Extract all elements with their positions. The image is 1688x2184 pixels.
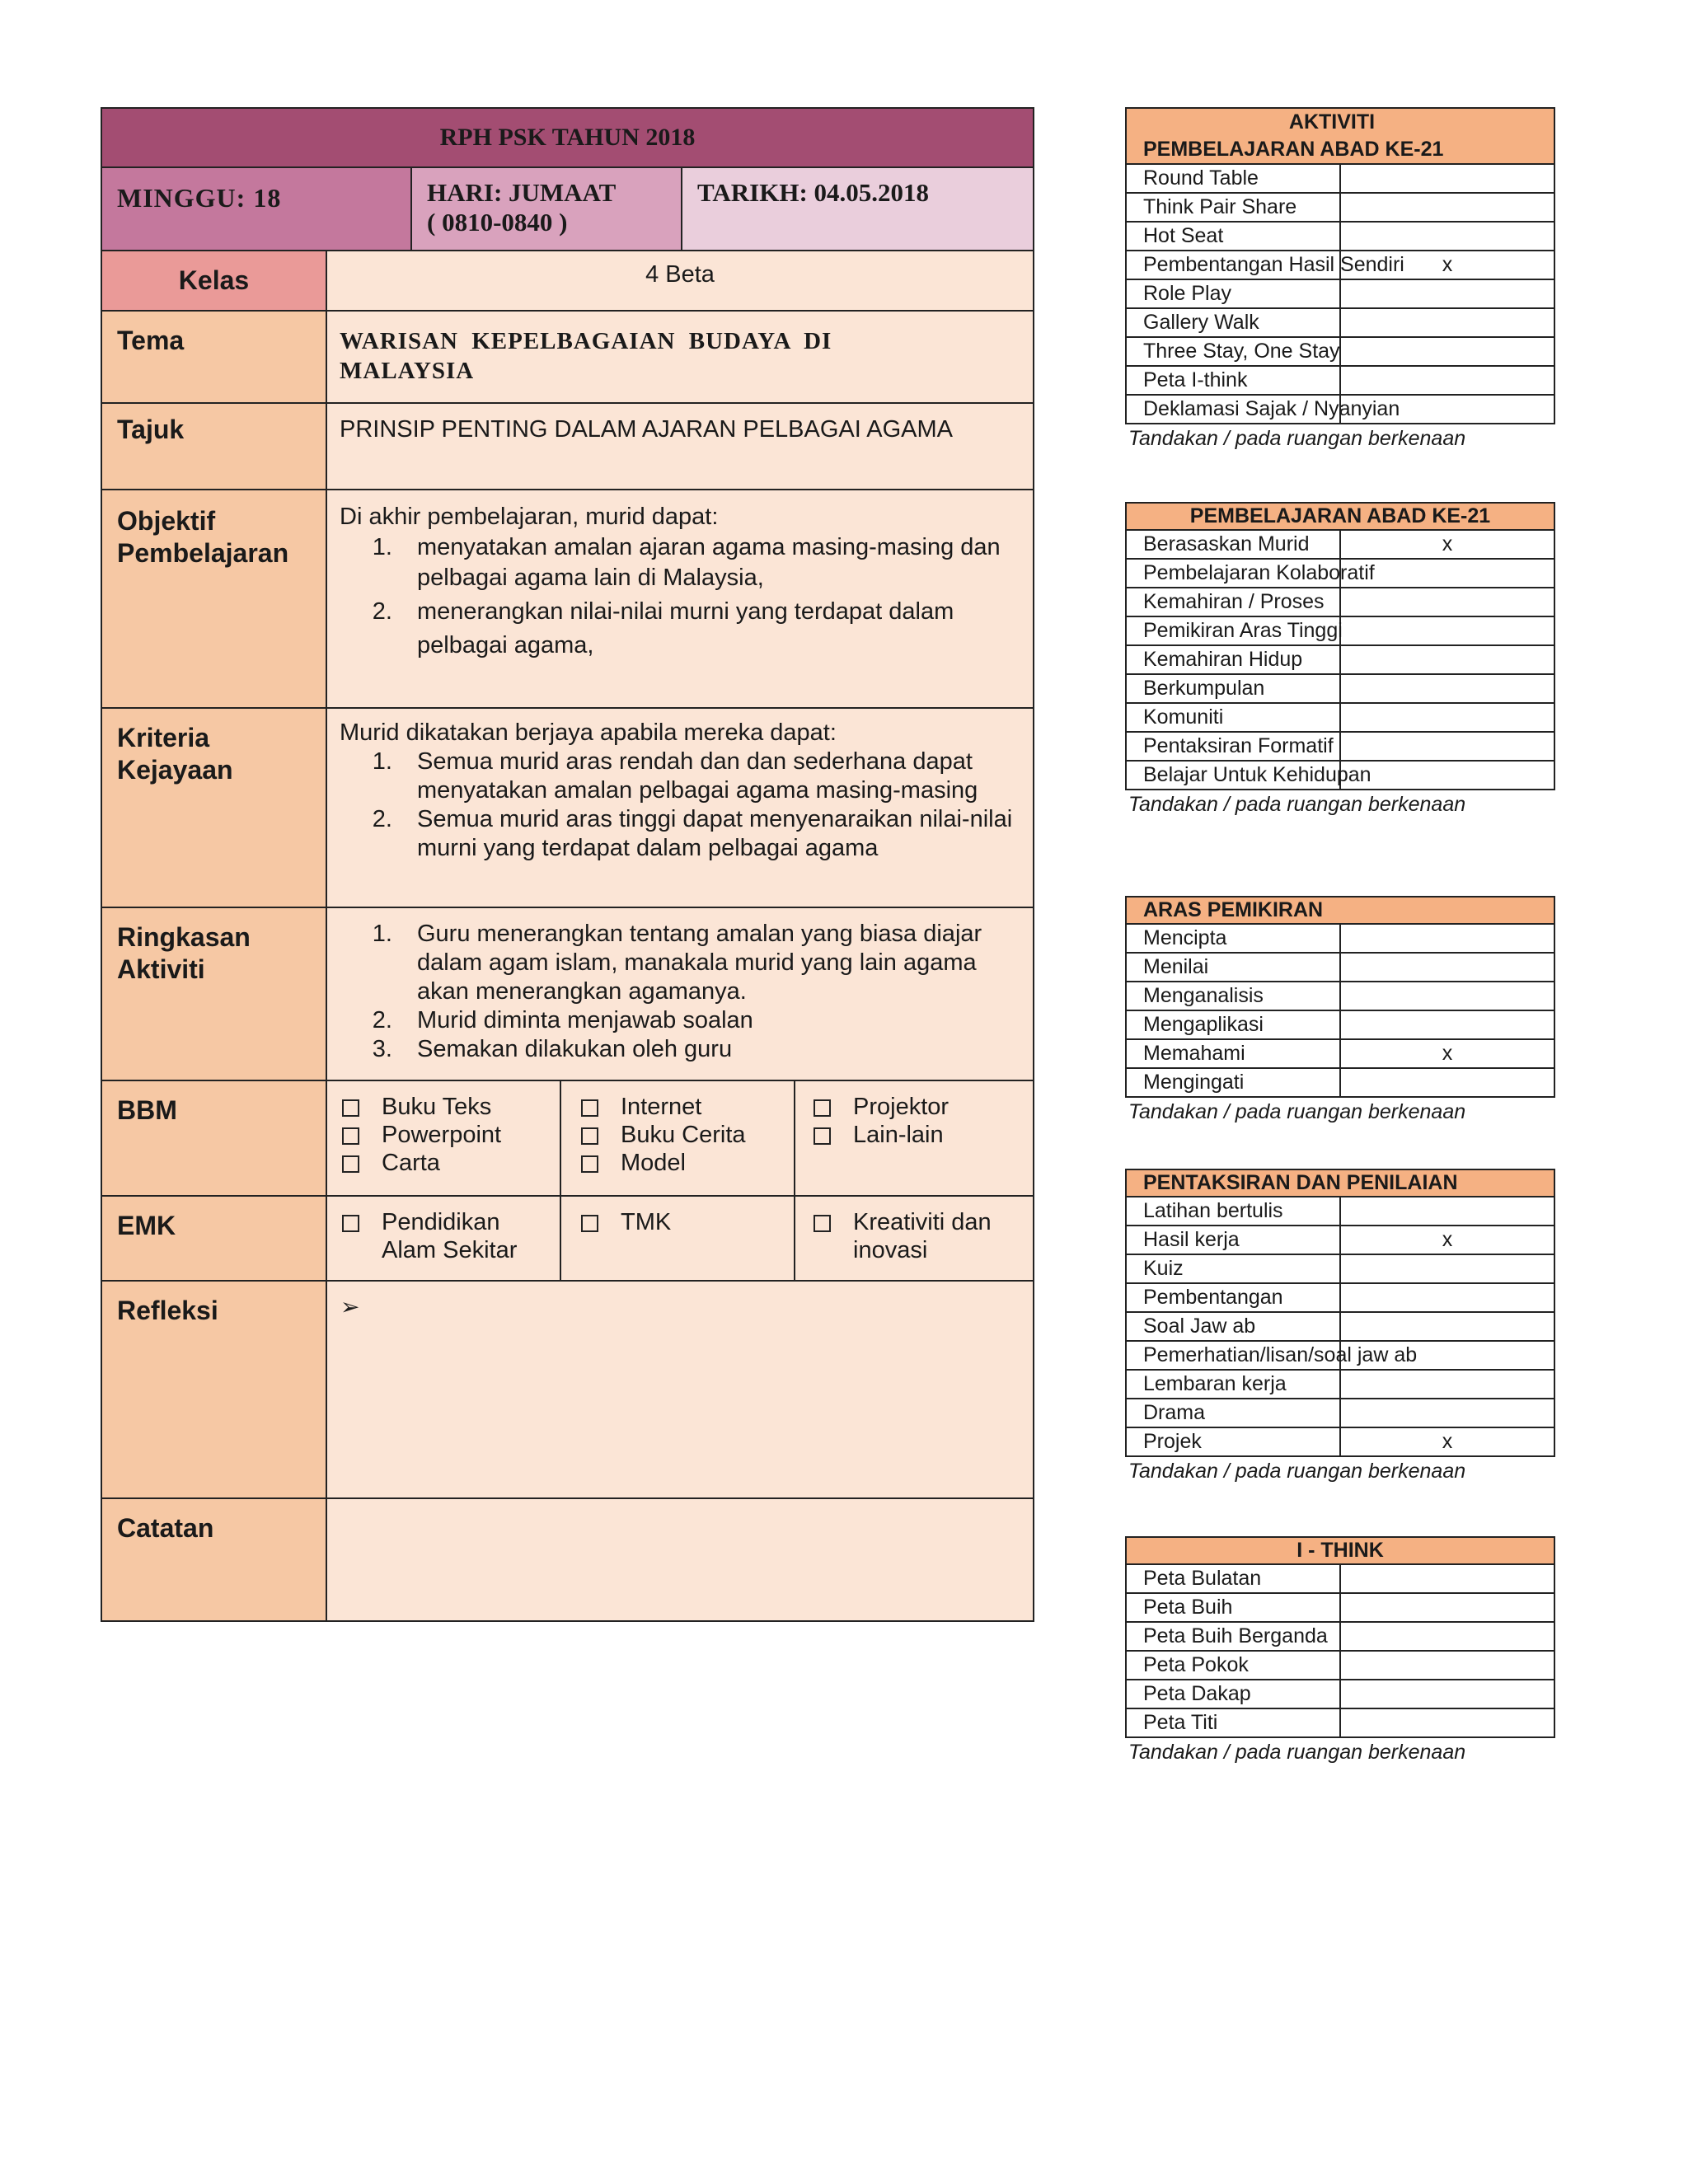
emk-label-cell: [101, 1196, 326, 1281]
aktiviti-panel: [1125, 107, 1555, 451]
checklist-label: Latihan bertulis: [1126, 1197, 1340, 1226]
checkbox[interactable]: [342, 1155, 359, 1173]
ringkasan-value-cell: [326, 907, 1034, 1080]
checklist-row: [1126, 1197, 1554, 1226]
refleksi-value-cell[interactable]: [326, 1281, 1034, 1498]
emk-option-line: Alam Sekitar: [382, 1237, 518, 1263]
checkbox[interactable]: [581, 1215, 598, 1232]
checklist-mark-box[interactable]: [1340, 982, 1554, 1010]
checklist-label: Soal Jaw ab: [1126, 1312, 1340, 1341]
ithink-header: I - THINK: [1126, 1537, 1554, 1564]
pentaksiran-table: [1125, 1169, 1555, 1457]
ringkasan-label-line-1: Ringkasan: [117, 922, 251, 952]
checklist-mark-box[interactable]: x: [1340, 251, 1554, 279]
aras-table: [1125, 896, 1555, 1098]
checklist-mark-box[interactable]: [1340, 1197, 1554, 1226]
checklist-row: [1126, 1226, 1554, 1254]
checklist-label: Berkumpulan: [1126, 674, 1340, 703]
checklist-label: Peta I-think: [1126, 366, 1340, 395]
list-item: 2. Semua murid aras tinggi dapat menyenaraikan nilai-nilai murni yang terdapat dalam pelbagai agama: [399, 805, 1025, 863]
catatan-label-cell: [101, 1498, 326, 1621]
objektif-label: [102, 490, 326, 569]
list-item: 2. menerangkan nilai-nilai murni yang terdapat dalam pelbagai agama,: [399, 595, 1025, 663]
list-item: 1. Guru menerangkan tentang amalan yang biasa diajar dalam agam islam, manakala murid yang lain agama akan menerangkan agamanya.: [399, 920, 1025, 1006]
emk-option: [382, 1208, 517, 1264]
checklist-mark-box[interactable]: x: [1340, 1039, 1554, 1068]
abad-header: PEMBELAJARAN ABAD KE-21: [1126, 503, 1554, 530]
emk-option-line: Kreativiti dan: [853, 1209, 992, 1235]
checklist-label: Pemerhatian/lisan/soal jaw ab: [1126, 1341, 1340, 1370]
checklist-mark-box[interactable]: [1340, 1651, 1554, 1680]
checklist-label: Pembelajaran Kolaboratif: [1126, 559, 1340, 588]
note: Tandakan / pada ruangan berkenaan: [1128, 1100, 1466, 1123]
pentaksiran-header: PENTAKSIRAN DAN PENILAIAN: [1126, 1169, 1554, 1197]
emk-label: EMK: [117, 1211, 176, 1240]
checklist-label: Gallery Walk: [1126, 308, 1340, 337]
checklist-row: [1126, 645, 1554, 674]
kriteria-label-cell: [101, 708, 326, 907]
checklist-mark-box[interactable]: [1340, 924, 1554, 953]
checklist-label: Pembentangan Hasil Sendiri: [1126, 251, 1340, 279]
checklist-row: [1126, 1312, 1554, 1341]
tajuk-label-cell: [101, 403, 326, 490]
bbm-option: Carta: [382, 1150, 440, 1176]
kelas-value-cell: [326, 251, 1034, 311]
checklist-label: Menilai: [1126, 953, 1340, 982]
emk-option-line: inovasi: [853, 1237, 928, 1263]
catatan-value-cell[interactable]: [326, 1498, 1034, 1621]
checklist-mark-box[interactable]: [1340, 674, 1554, 703]
checklist-mark-box[interactable]: [1340, 645, 1554, 674]
tema-line-2: MALAYSIA: [340, 358, 475, 384]
bbm-option: Internet: [621, 1094, 702, 1120]
emk-option-line: Pendidikan: [382, 1209, 500, 1235]
checklist-label: Role Play: [1126, 279, 1340, 308]
checklist-label: Peta Titi: [1126, 1708, 1340, 1737]
checklist-row: [1126, 1068, 1554, 1097]
checklist-row: [1126, 1593, 1554, 1622]
checklist-label: Think Pair Share: [1126, 193, 1340, 222]
checklist-label: Memahami: [1126, 1039, 1340, 1068]
note: Tandakan / pada ruangan berkenaan: [1128, 1741, 1466, 1764]
checklist-mark-box[interactable]: [1340, 616, 1554, 645]
checkbox[interactable]: [581, 1127, 598, 1145]
checklist-label: Peta Buih: [1126, 1593, 1340, 1622]
bbm-option: Powerpoint: [382, 1122, 502, 1148]
checklist-row: [1126, 1283, 1554, 1312]
aktiviti-table: [1125, 107, 1555, 424]
catatan-label: Catatan: [117, 1513, 214, 1543]
checklist-label: Kuiz: [1126, 1254, 1340, 1283]
checklist-row: [1126, 337, 1554, 366]
checklist-mark-box[interactable]: [1340, 1399, 1554, 1427]
kriteria-label-line-1: Kriteria: [117, 723, 210, 752]
checklist-row: [1126, 1564, 1554, 1593]
minggu-cell: [101, 167, 411, 251]
list-item: 2. Murid diminta menjawab soalan: [399, 1006, 1025, 1035]
checklist-row: [1126, 366, 1554, 395]
checklist-label: Mencipta: [1126, 924, 1340, 953]
checklist-row: [1126, 674, 1554, 703]
checkbox[interactable]: [581, 1155, 598, 1173]
minggu: MINGGU: 18: [117, 183, 282, 213]
checklist-row: [1126, 732, 1554, 761]
rph-title: RPH PSK TAHUN 2018: [439, 124, 696, 151]
objektif-body: [327, 490, 1033, 663]
checklist-mark-box[interactable]: [1340, 222, 1554, 251]
checklist-row: [1126, 703, 1554, 732]
checklist-mark-box[interactable]: [1340, 1708, 1554, 1737]
emk-col-2: [560, 1196, 795, 1281]
bbm-option: Model: [621, 1150, 686, 1176]
emk-col-3: [795, 1196, 1034, 1281]
checklist-row: [1126, 1010, 1554, 1039]
checklist-mark-box[interactable]: [1340, 953, 1554, 982]
bbm-col-2: [560, 1080, 795, 1196]
checklist-row: [1126, 530, 1554, 559]
checklist-label: Menganalisis: [1126, 982, 1340, 1010]
checklist-mark-box[interactable]: [1340, 164, 1554, 193]
checklist-row: [1126, 559, 1554, 588]
refleksi-label-cell: [101, 1281, 326, 1498]
kelas-label-cell: [101, 251, 326, 311]
checklist-label: Peta Pokok: [1126, 1651, 1340, 1680]
checklist-label: Berasaskan Murid: [1126, 530, 1340, 559]
checklist-mark-box[interactable]: x: [1340, 1226, 1554, 1254]
kriteria-label: [102, 709, 326, 786]
checklist-row: [1126, 924, 1554, 953]
kriteria-label-line-2: Kejayaan: [117, 755, 233, 785]
tajuk-value-cell: [326, 403, 1034, 490]
ithink-panel: [1125, 1536, 1555, 1765]
note: Tandakan / pada ruangan berkenaan: [1128, 1460, 1466, 1483]
checklist-row: [1126, 193, 1554, 222]
checklist-row: [1126, 953, 1554, 982]
ringkasan-body: [327, 908, 1033, 1064]
objektif-label-line-1: Objektif: [117, 506, 216, 536]
list-item: 1. Semua murid aras rendah dan dan sederhana dapat menyatakan amalan pelbagai agama masing-masing: [399, 748, 1025, 805]
checklist-row: [1126, 395, 1554, 424]
note: Tandakan / pada ruangan berkenaan: [1128, 427, 1466, 450]
hari-cell: [411, 167, 682, 251]
checklist-row: [1126, 1427, 1554, 1456]
checklist-mark-box[interactable]: [1340, 1680, 1554, 1708]
checklist-label: Komuniti: [1126, 703, 1340, 732]
kriteria-value-cell: [326, 708, 1034, 907]
bbm-label-cell: [101, 1080, 326, 1196]
checklist-row: [1126, 616, 1554, 645]
hari: [412, 168, 681, 237]
kriteria-list: [340, 748, 1025, 863]
checklist-row: [1126, 982, 1554, 1010]
checkbox[interactable]: [342, 1215, 359, 1232]
checklist-label: Peta Dakap: [1126, 1680, 1340, 1708]
checklist-mark-box[interactable]: [1340, 1254, 1554, 1283]
abad-panel: [1125, 502, 1555, 817]
checklist-row: [1126, 1708, 1554, 1737]
kriteria-intro: Murid dikatakan berjaya apabila mereka dapat:: [340, 719, 837, 746]
checkbox[interactable]: [581, 1099, 598, 1117]
checklist-mark-box[interactable]: [1340, 732, 1554, 761]
tarikh-cell: [682, 167, 1034, 251]
kelas-value: 4 Beta: [645, 261, 715, 288]
checkbox[interactable]: [814, 1127, 831, 1145]
checklist-mark-box[interactable]: [1340, 1593, 1554, 1622]
refleksi-label: Refleksi: [117, 1296, 218, 1325]
emk-col-1: [326, 1196, 560, 1281]
checklist-row: [1126, 1370, 1554, 1399]
hari-time: ( 0810-0840 ): [427, 208, 568, 237]
objektif-value-cell: [326, 490, 1034, 708]
emk-option: TMK: [621, 1209, 672, 1235]
checklist-row: [1126, 1680, 1554, 1708]
checklist-label: Round Table: [1126, 164, 1340, 193]
aras-panel: [1125, 896, 1555, 1124]
tema-label-cell: [101, 311, 326, 403]
ithink-table: [1125, 1536, 1555, 1738]
checklist-mark-box[interactable]: [1340, 1010, 1554, 1039]
checklist-row: [1126, 761, 1554, 790]
abad-table: [1125, 502, 1555, 790]
checklist-row: [1126, 164, 1554, 193]
objektif-label-cell: [101, 490, 326, 708]
ringkasan-list: [340, 920, 1025, 1064]
checklist-label: Mengaplikasi: [1126, 1010, 1340, 1039]
aras-header: ARAS PEMIKIRAN: [1126, 897, 1554, 924]
aktiviti-header: [1126, 108, 1554, 164]
checklist-label: Lembaran kerja: [1126, 1370, 1340, 1399]
kriteria-body: [327, 709, 1033, 863]
tema-value-cell: [326, 311, 1034, 403]
objektif-list: [340, 532, 1025, 663]
bbm-option: Buku Teks: [382, 1094, 492, 1120]
tajuk-label: Tajuk: [117, 415, 185, 444]
checklist-label: Pembentangan: [1126, 1283, 1340, 1312]
checklist-row: [1126, 1399, 1554, 1427]
checklist-mark-box[interactable]: x: [1340, 530, 1554, 559]
bbm-col-3: [795, 1080, 1034, 1196]
checklist-label: Projek: [1126, 1427, 1340, 1456]
checklist-row: [1126, 279, 1554, 308]
bbm-option: Buku Cerita: [621, 1122, 746, 1148]
checklist-mark-box[interactable]: [1340, 308, 1554, 337]
checklist-mark-box[interactable]: [1340, 1068, 1554, 1097]
checklist-label: Pentaksiran Formatif: [1126, 732, 1340, 761]
checklist-mark-box[interactable]: [1340, 366, 1554, 395]
checklist-mark-box[interactable]: [1340, 1312, 1554, 1341]
checklist-mark-box[interactable]: [1340, 1283, 1554, 1312]
checklist-mark-box[interactable]: [1340, 337, 1554, 366]
checklist-row: [1126, 222, 1554, 251]
bbm-option: Lain-lain: [853, 1122, 944, 1148]
checkbox[interactable]: [814, 1099, 831, 1117]
ringkasan-label-line-2: Aktiviti: [117, 954, 205, 984]
checklist-mark-box[interactable]: x: [1340, 1427, 1554, 1456]
checkbox[interactable]: [342, 1099, 359, 1117]
checklist-mark-box[interactable]: [1340, 1564, 1554, 1593]
checklist-label: Peta Buih Berganda: [1126, 1622, 1340, 1651]
checklist-label: Belajar Untuk Kehidupan: [1126, 761, 1340, 790]
ringkasan-label-cell: [101, 907, 326, 1080]
checklist-mark-box[interactable]: [1340, 1622, 1554, 1651]
checklist-mark-box[interactable]: [1340, 1370, 1554, 1399]
checklist-row: [1126, 588, 1554, 616]
hari-day: HARI: JUMAAT: [427, 178, 617, 207]
rph-title-cell: [101, 108, 1034, 167]
objektif-label-line-2: Pembelajaran: [117, 538, 289, 568]
checkbox[interactable]: [814, 1215, 831, 1232]
checkbox[interactable]: [342, 1127, 359, 1145]
list-item: 1. menyatakan amalan ajaran agama masing-masing dan pelbagai agama lain di Malaysia,: [399, 532, 1025, 593]
checklist-label: Deklamasi Sajak / Nyanyian: [1126, 395, 1340, 424]
checklist-row: [1126, 251, 1554, 279]
checklist-label: Hasil kerja: [1126, 1226, 1340, 1254]
tema-line-1: WARISAN KEPELBAGAIAN BUDAYA DI: [340, 328, 832, 354]
tema-label: Tema: [117, 326, 185, 355]
rph-table: [101, 107, 1034, 1622]
aktiviti-header-line-2: PEMBELAJARAN ABAD KE-21: [1143, 138, 1444, 161]
ringkasan-label: [102, 908, 326, 986]
checklist-row: [1126, 1622, 1554, 1651]
checklist-mark-box[interactable]: [1340, 193, 1554, 222]
checklist-row: [1126, 308, 1554, 337]
objektif-intro: Di akhir pembelajaran, murid dapat:: [340, 504, 719, 530]
arrow-bullet-icon: ➢: [340, 1294, 360, 1319]
pentaksiran-panel: [1125, 1169, 1555, 1483]
checklist-row: [1126, 1039, 1554, 1068]
list-item: 3. Semakan dilakukan oleh guru: [399, 1035, 1025, 1064]
note: Tandakan / pada ruangan berkenaan: [1128, 793, 1466, 816]
checklist-label: Kemahiran / Proses: [1126, 588, 1340, 616]
checklist-row: [1126, 1254, 1554, 1283]
bbm-option: Projektor: [853, 1094, 950, 1120]
checklist-mark-box[interactable]: [1340, 703, 1554, 732]
checklist-mark-box[interactable]: [1340, 588, 1554, 616]
checklist-label: Three Stay, One Stay: [1126, 337, 1340, 366]
tarikh: TARIKH: 04.05.2018: [697, 178, 930, 207]
bbm-col-1: [326, 1080, 560, 1196]
kelas-label: Kelas: [178, 265, 250, 295]
checklist-label: Drama: [1126, 1399, 1340, 1427]
bbm-label: BBM: [117, 1095, 177, 1125]
checklist-label: Hot Seat: [1126, 222, 1340, 251]
tajuk-value: PRINSIP PENTING DALAM AJARAN PELBAGAI AGAMA: [340, 416, 954, 443]
checklist-label: Pemikiran Aras Tinggi: [1126, 616, 1340, 645]
emk-option: [853, 1208, 992, 1264]
checklist-row: [1126, 1341, 1554, 1370]
checklist-label: Mengingati: [1126, 1068, 1340, 1097]
checklist-mark-box[interactable]: [1340, 279, 1554, 308]
checklist-label: Kemahiran Hidup: [1126, 645, 1340, 674]
checklist-row: [1126, 1651, 1554, 1680]
checklist-mark-box[interactable]: [1340, 761, 1554, 790]
tema-value: [327, 312, 1033, 386]
aktiviti-header-line-1: AKTIVITI: [1288, 110, 1376, 134]
checklist-label: Peta Bulatan: [1126, 1564, 1340, 1593]
